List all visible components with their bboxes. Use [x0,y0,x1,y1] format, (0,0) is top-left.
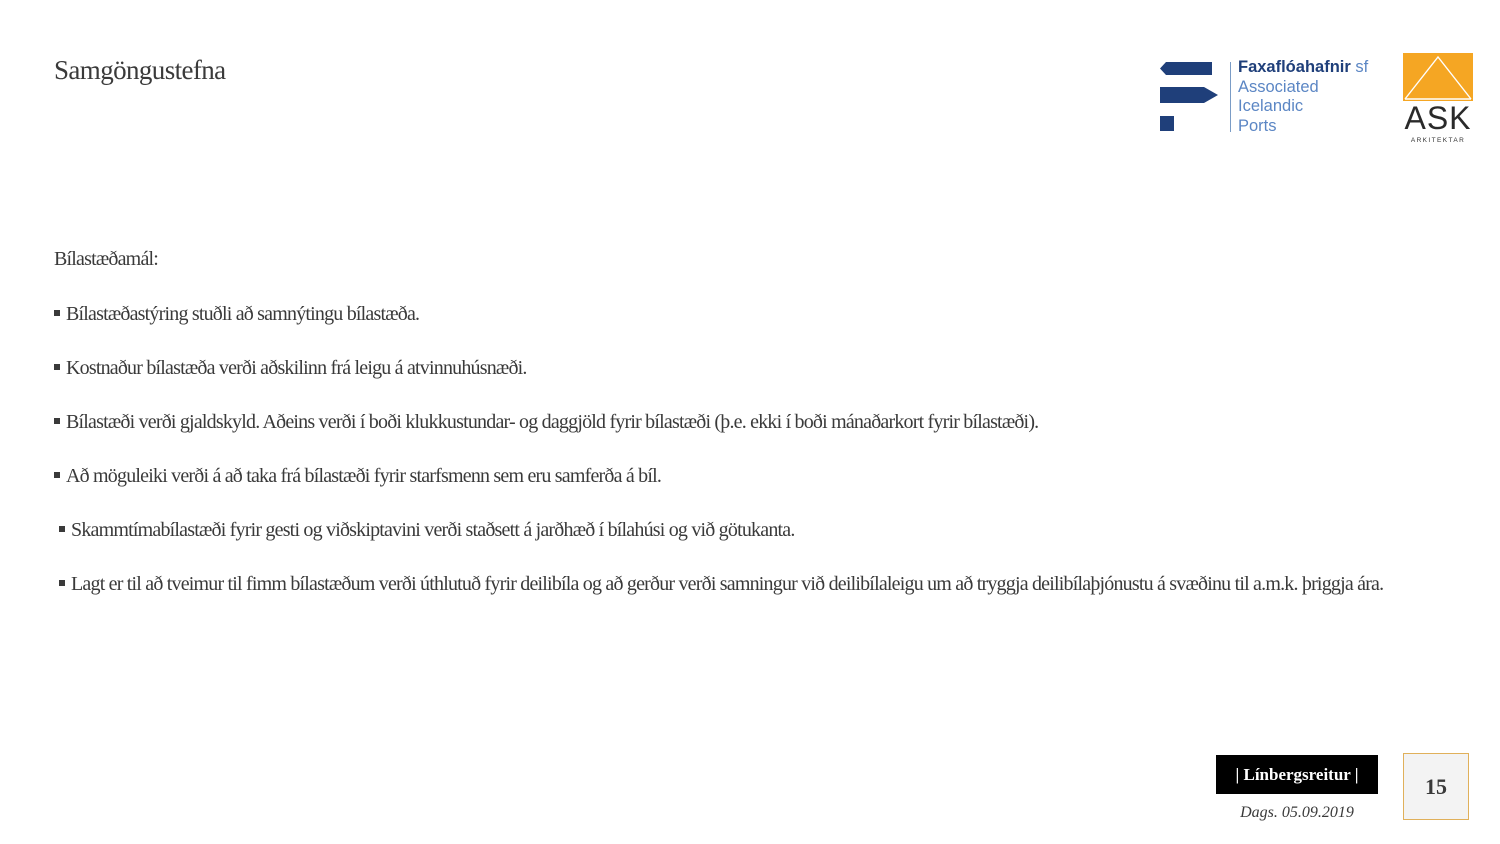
bullet-item [54,410,1454,434]
ask-triangle-icon [1403,53,1473,101]
faxafloahafnir-line: Icelandic [1238,97,1304,115]
bullet-item [54,572,1454,596]
slide-content [54,247,1454,595]
project-tag: | Línbergsreitur | [1216,755,1378,794]
ask-subtitle: ARKITEKTAR [1410,137,1466,144]
logo-divider [1230,62,1231,132]
bullet-text: Að möguleiki verði á að taka frá bílastæði fyrir starfsmenn sem eru samferða á bíl. [66,465,662,487]
faxafloahafnir-logo [1158,58,1390,138]
footer-date: Dags. 05.09.2019 [1240,804,1354,821]
bullet-text: Bílastæði verði gjaldskyld. Aðeins verði í boði klukkustundar- og daggjöld fyrir bílastæði (þ.e. ekki í boði mánaðarkort fyrir bílastæði). [66,411,1039,433]
bullet-text: Bílastæðastýring stuðli að samnýtingu bílastæða. [66,303,420,325]
faxafloahafnir-suffix: sf [1355,58,1369,76]
faxafloahafnir-wordmark [1238,58,1368,136]
faxafloahafnir-line: Associated [1238,77,1319,96]
bullet-item [54,464,1454,488]
faxafloahafnir-emblem-icon [1158,58,1220,134]
bullet-square-icon [59,526,65,532]
bullet-square-icon [54,364,60,370]
bullet-item [54,518,1454,542]
faxafloahafnir-name: Faxaflóahafnir [1238,58,1351,76]
bullet-square-icon [54,418,60,424]
bullet-text: Lagt er til að tveimur til fimm bílastæðum verði úthlutuð fyrir deilibíla og að gerður verði samningur við deilibílaleigu um að tryggja deilibílaþjónustu á svæðinu til a.m.k. þriggja ára. [71,573,1384,595]
bullet-item [54,302,1454,326]
bullet-text: Kostnaður bílastæða verði aðskilinn frá leigu á atvinnuhúsnæði. [66,357,527,379]
faxafloahafnir-line: Ports [1238,116,1277,135]
bullet-text: Skammtímabílastæði fyrir gesti og viðskiptavini verði staðsett á jarðhæð í bílahúsi og við götukanta. [71,519,795,541]
page-number: 15 [1403,753,1469,820]
ask-logo [1403,53,1473,148]
bullet-square-icon [59,580,65,586]
bullet-item [54,356,1454,380]
section-heading: Bílastæðamál: [54,248,159,270]
slide-title: Samgöngustefna [54,55,226,85]
bullet-square-icon [54,472,60,478]
bullet-square-icon [54,310,60,316]
ask-wordmark: ASK [1404,100,1472,136]
